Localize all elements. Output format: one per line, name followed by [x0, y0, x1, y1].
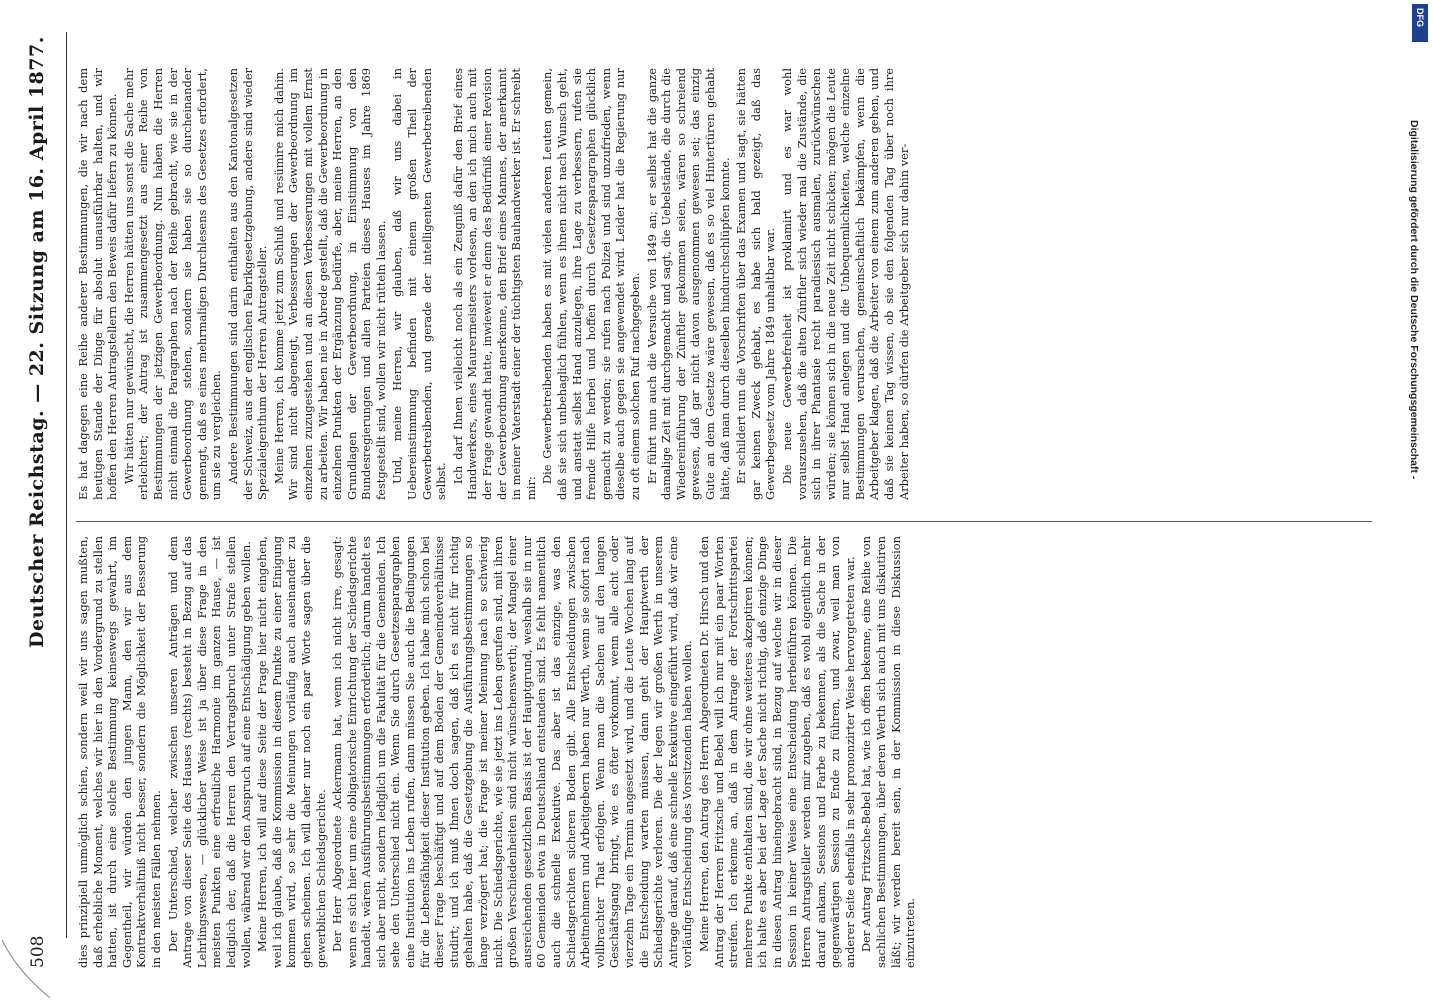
paragraph: Meine Herren, ich will auf diese Seite der Frage hier nicht eingehen, weil ich glaube, daß die Kommission in diesem Punkte zu einer Einigung kommen wird, so sehr die Meinungen vorläufig auch auseinander zu gehen scheinen. Ich will daher nur noch ein paar Worte sagen über die gewerblichen Schiedsgerichte.	[255, 536, 328, 968]
text-column-right	[76, 68, 1372, 500]
quoted-paragraph: Die Gewerbetreibenden haben es mit vielen anderen Leuten gemein, daß sie sich unbehaglich fühlen, wenn es ihnen nicht nach Wunsch geht, und anstatt selbst Hand anzulegen, ihre Lage zu verbessern, rufen sie fremde Hilfe herbei und hoffen durch Gesetzesparagraphen glücklich gemacht zu werden; sie rufen nach Polizei und sind unzufrieden, wenn dieselbe auch gegen sie angewendet wird. Leider hat die Regierung nur zu oft einem solchen Ruf nachgegeben.	[540, 68, 642, 500]
paragraph: dies prinzipiell unmöglich schien, sondern weil wir uns sagen mußten, daß erhebliche Moment, welches wir hier in den Vordergrund zu stellen hatten, ist durch eine solche Bestimmung keineswegs gewahrt, im Gegentheil, wir würden den jungen Mann, den wir aus dem Kontraktverhältniß nicht besser, sondern die Möglichkeit der Besserung in den meisten Fällen nehmen.	[76, 536, 163, 968]
paragraph: Andere Bestimmungen sind darin enthalten aus den Kantonalgesetzen der Schweiz, aus der englischen Fabrikgesetzgebung, andere sind wieder Spezialeigenthum der Herren Antragsteller.	[225, 68, 270, 500]
paragraph: Es hat dagegen eine Reihe anderer Bestimmungen, die wir nach dem heutigen Stande der Dinge für absolut unausführbar halten, und wir hoffen den Herren Antragstellern den Beweis dafür liefern zu können.	[76, 68, 120, 500]
paragraph: Der Unterschied, welcher zwischen unseren Anträgen und dem Antrage von dieser Seite des Hauses (rechts) besteht in Bezug auf das Lehrlingswesen, — glücklicher Weise ist ja über diese Frage in den meisten Punkten eine erfreuliche Harmonie im ganzen Hause, — ist lediglich der, daß die Herren den Vertragsbruch unter Strafe stellen wollen, während wir den Anspruch auf eine Entschädigung geben wollen.	[165, 536, 253, 968]
paragraph: Er führt nun auch die Versuche von 1849 an; er selbst hat die ganze damalige Zeit mit durchgemacht und sagt, die Uebelstände, die durch die Wiedereinführung der Zünftler gekommen seien, wären so schreiend gewesen, daß gar nicht davon ausgenommen gewesen sei; das einzig Gute an dem Gesetze wäre gewesen, daß es so viel Hintertüren gehabt hätte, daß man durch dieselben hindurchschlüpfen konnte.	[644, 68, 732, 500]
paragraph: Der Herr Abgeordnete Ackermann hat, wenn ich nicht irre, gesagt: wenn es sich hier um eine obligatorische Einrichtung der Schiedsgerichte handelt, wären Ausführungsbestimmungen erforderlich; darum handelt es sich aber nicht, sondern lediglich um die Fakultät für die Gemeinden. Ich sehe den Unterschied nicht ein. Wenn Sie durch Gesetzesparagraphen eine Institution ins Leben rufen, dann müssen Sie auch die Bedingungen für die Lebensfähigkeit dieser Institution geben. Ich habe mich schon bei dieser Frage beschäftigt und auf dem Boden der Gemeindeverhältnisse studirt; und ich muß Ihnen doch sagen, daß ich es nicht für richtig gehalten habe, daß die Gesetzgebung die Ausführungsbestimmungen so lange verzögert hat; die Frage ist meiner Meinung nach so schwierig nicht. Die Schiedsgerichte, wie sie jetzt ins Leben gerufen sind, mit ihren großen Verschiedenheiten sind nicht wünschenswerth; der Mangel einer ausreichenden gesetzlichen Basis ist der Hauptgrund, weshalb sie in nur 60 Gemeinden etwa in Deutschland entstanden sind. Es fehlt namentlich auch die schnelle Exekutive. Das aber ist das einzige, was den Schiedsgerichten sicheren Boden gibt. Alle Entscheidungen zwischen Arbeitnehmern und Arbeitgebern haben nur Werth, wenn sie sofort nach vollbrachter That erfolgen. Wenn man die Sachen auf den langen Geschäftsgang bringt, wie es öfter vorkommt, wenn alle acht oder vierzehn Tage ein Termin angesetzt wird, und die Leute Wochen lang auf die Entscheidung warten müssen, dann geht der Hauptwerth der Schiedsgerichte verloren. Die der legen wir großen Werth in unserem Antrage darauf, daß eine schnelle Exekutive eingeführt wird, daß wir eine vorläufige Entscheidung des Vorsitzenden haben wollen.	[330, 536, 695, 968]
paragraph: Ich darf Ihnen vielleicht noch als ein Zeugniß dafür den Brief eines Handwerkers, eines Maurermeisters vorlesen, an den ich mich auch mit der Frage gewandt hatte, inwieweit er denn des Bedürfniß einer Revision der Gewerbeordnung anerkenne, den Brief eines Mannes, der anerkannt in meiner Vaterstadt einer der tüchtigsten Bauhandwerker ist. Er schreibt mir:	[450, 68, 538, 500]
page-number: 508	[28, 935, 48, 968]
text-column-left	[76, 536, 1372, 968]
page-header	[22, 32, 62, 968]
digitization-credit	[1410, 20, 1430, 980]
paragraph: Meine Herren, ich komme jetzt zum Schluß und resümire mich dahin. Wir sind nicht abgeneigt, Verbesserungen der Gewerbeordnung im einzelnen zuzugestehen und an diesen Verbesserungen mit vollem Ernst zu arbeiten. Wir haben nie in Abrede gestellt, daß die Gewerbeordnung in einzelnen Punkten der Ergänzung bedürfe, aber, meine Herren, an den Grundlagen der Gewerbeordnung, in Einstimmung von den Bundesregierungen und allen Parteien dieses Hauses im Jahre 1869 festgestellt sind, wollen wir nicht rütteln lassen.	[271, 68, 388, 500]
column-divider	[76, 521, 1372, 522]
paragraph: Meine Herren, den Antrag des Herrn Abgeordneten Dr. Hirsch und den Antrag der Herren Fritzsche und Bebel will ich nur mit ein paar Worten streifen. Ich erkenne an, daß in dem Antrage der Fortschrittspartei mehrere Punkte enthalten sind, die wir ohne weiteres akzeptiren können; ich halte es aber bei der Lage der Sache nicht richtig, daß einzige Dinge in diesen Antrag hineingebracht sind, in Bezug auf welche wir in dieser Session in keiner Weise eine Entscheidung herbeiführen können. Die Herren Antragsteller werden mir zugeben, daß es wohl eigentlich mehr darauf ankam, Sessions und Farbe zu bekennen, als die Sache in der gegenwärtigen Session zu Ende zu führen, und zwar, weil man von anderer Seite ebenfalls in sehr prononzirter Weise hervorgetreten war.	[696, 536, 857, 968]
paragraph: Der Antrag Fritzsche-Bebel hat, wie ich offen bekenne, eine Reihe von sachlichen Bestimmungen, über deren Werth sich auch mit uns diskutiren läßt; wir werden bereit sein, in der Kommission in diese Diskussion einzutreten.	[859, 536, 918, 968]
credit-text: Digitalisierung gefördert durch die Deutsche Forschungsgemeinschaft -	[1408, 120, 1420, 480]
running-title: Deutscher Reichstag. — 22. Sitzung am 16. April 1877.	[26, 36, 48, 648]
paragraph: Und, meine Herren, wir glauben, daß wir uns dabei in Uebereinstimmung befinden mit einem großen Theil der Gewerbetreibenden, und gerade der intelligenten Gewerbetreibenden selbst.	[390, 68, 449, 500]
header-rule	[66, 32, 67, 938]
quoted-paragraph: Die neue Gewerbefreiheit ist proklamirt und es war wohl vorauszusehen, daß die alten Zünftler sich wieder mal die Zustände, die sich in ihrer Phantasie recht paradiesisch ausmalen, zurückwünschen würden; sie können sich in die neue Zeit nicht schicken; mögen die Leute nur selbst Hand anlegen und die Unbequemlichkeiten, welche einzelne Bestimmungen verursachen, gemeinschaftlich bekämpfen, wenn die Arbeitgeber klagen, daß die Arbeiter von einem zum anderen gehen, und daß sie keinen Tag wissen, ob sie den folgenden Tag über noch ihre Arbeiter haben, so dürfen die Arbeitgeber sich nur dahin ver-	[779, 68, 911, 500]
dfg-logo-text: DFG	[1415, 8, 1425, 27]
paragraph: Wir hätten nur gewünscht, die Herren hätten uns sonst die Sache mehr erleichtert; der Antrag ist zusammengesetzt aus einer Reihe von Bestimmungen der jetzigen Gewerbeordnung. Nun haben die Herren nicht einmal die Paragraphen nach der Reihe gebracht, wie sie in der Gewerbeordnung stehen, sondern sie haben sie so durcheinander gemengt, daß es eines mehrmaligen Durchlesens des Gesetzes erfordert, um sie zu vergleichen.	[121, 68, 224, 500]
scan-edge-artifact	[0, 930, 60, 1000]
paragraph: Er schildert nun die Vorschriften über das Examen und sagt, sie hätten gar keinen Zweck gehabt, es habe sich bald gezeigt, daß das Gewerbegesetz vom Jahre 1849 unhaltbar war.	[734, 68, 778, 500]
